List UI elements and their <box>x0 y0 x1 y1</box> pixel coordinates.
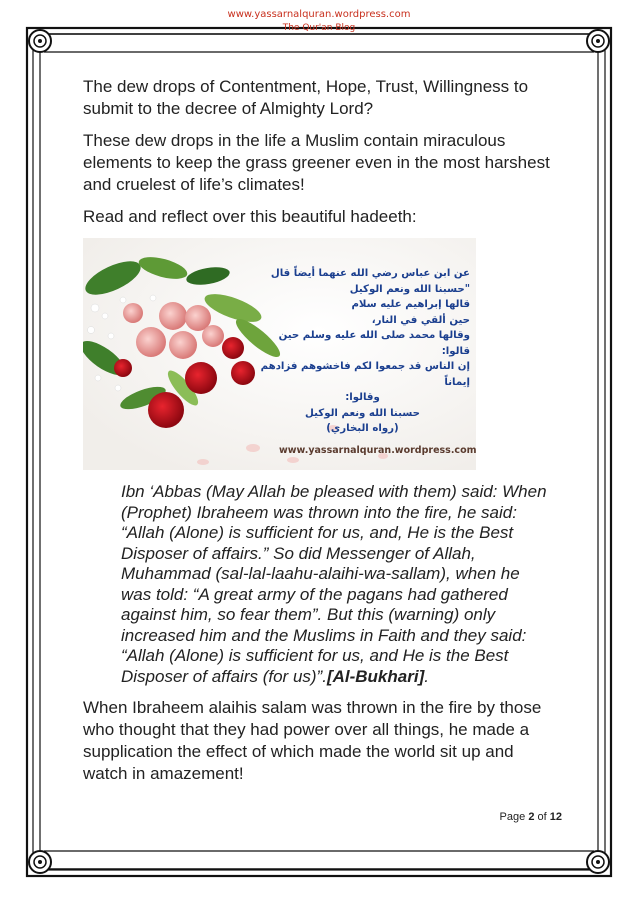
of-label: of <box>537 811 547 823</box>
total-pages: 12 <box>549 811 562 823</box>
arabic-line: (رواه البخاري) <box>326 423 399 434</box>
current-page-number: 2 <box>528 811 535 823</box>
arabic-line: وقالوا: <box>345 392 380 403</box>
image-watermark: www.yassarnalquran.wordpress.com <box>279 445 476 456</box>
arabic-line: عن ابن عباس رضي الله عنهما أيضاً قال <box>270 268 470 279</box>
corner-ornament-bottom-left <box>29 851 51 873</box>
paragraph-supplication: When Ibraheem alaihis salam was thrown in the fire by those who thought that they had power over all things, he made a supplication the effect of which made the world sit up and watch in amazement! <box>83 698 542 783</box>
main-content <box>83 76 553 795</box>
quote-end: . <box>424 666 429 686</box>
header-url: www.yassarnalquran.wordpress.com <box>227 9 411 20</box>
arabic-line: قالها إبراهيم عليه سلام <box>351 299 470 310</box>
arabic-line: حسبنا الله ونعم الوكيل <box>305 407 420 419</box>
paragraph-dew-drops: These dew drops in the life a Muslim contain miraculous elements to keep the grass greener even in the most harshest and cruelest of life’s climates! <box>83 131 550 194</box>
arabic-line: حين ألقي في النار، <box>371 314 470 326</box>
arabic-line: وقالها محمد صلى الله عليه وسلم حين قالوا: <box>278 330 470 357</box>
arabic-hadeeth-text <box>255 266 470 437</box>
arabic-line: "حسبنا الله ونعم الوكيل <box>349 283 470 295</box>
arabic-line: إن الناس قد جمعوا لكم فاخشوهم فزادهم إيماناً <box>260 361 470 388</box>
quote-reference: [Al-Bukhari] <box>326 666 425 686</box>
paragraph-contentment: The dew drops of Contentment, Hope, Trust, Willingness to submit to the decree of Almighty Lord? <box>83 77 529 118</box>
hadeeth-translation <box>121 482 553 687</box>
page-number-footer <box>440 811 562 823</box>
hadeeth-image <box>83 238 476 470</box>
corner-ornament-bottom-right <box>587 851 609 873</box>
paragraph-read-reflect: Read and reflect over this beautiful hadeeth: <box>83 207 417 226</box>
header-subtitle: The Qur'an Blog <box>282 23 356 33</box>
quote-text: Ibn ‘Abbas (May Allah be pleased with them) said: When (Prophet) Ibraheem was thrown into the fire, he said: “Allah (Alone) is sufficient for us, and, He is the Best Disposer of affairs.” So did Messenger of Allah, Muhammad (sal-lal-laahu-alaihi-wa-sallam), when he was told: “A great army of the pagans had gathered against him, so fear them”. But this (warning) only increased him and the Muslims in Faith and they said: “Allah (Alone) is sufficient for us, and He is the Best Disposer of affairs (for us)”. <box>121 482 547 686</box>
page-label: Page <box>499 811 526 823</box>
